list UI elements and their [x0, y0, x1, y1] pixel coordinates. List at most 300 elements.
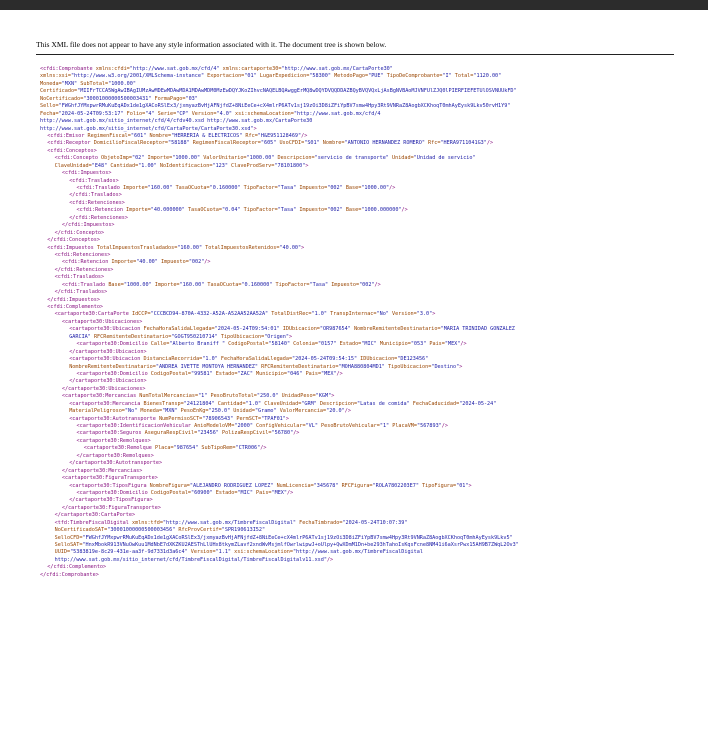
xml-attribute-name: Colonia= [293, 341, 318, 348]
xml-attribute-value: "40.000000" [150, 207, 188, 214]
xml-attribute-name: RFCRemitenteDestinatario= [261, 363, 339, 370]
xml-line [40, 497, 680, 504]
xml-attribute-name: Descripcion= [319, 400, 358, 407]
xml-attribute-value: "MXN" [162, 408, 181, 415]
xml-line [40, 527, 680, 534]
xml-tag: > [285, 415, 289, 422]
xml-tag: <cfdi:Traslado [76, 185, 123, 191]
xml-line [40, 126, 680, 133]
xml-attribute-name: PlacaVM= [392, 423, 417, 429]
xml-attribute-value: "CP" [176, 110, 192, 117]
xml-attribute-value: "4.0" [216, 110, 236, 117]
xml-line [40, 378, 680, 385]
xml-attribute-value: "MXN" [61, 80, 81, 87]
xml-attribute-value: "http://www.sat.gob.mx/cfd/4 [293, 110, 381, 117]
xml-attribute-value: "160.00" [147, 185, 176, 191]
xml-line [40, 178, 680, 185]
xml-attribute-name: NumTotalMercancias= [139, 393, 199, 400]
xml-line [40, 319, 680, 326]
xml-tag: > [432, 311, 436, 318]
xml-line [40, 140, 680, 147]
xml-line [40, 111, 680, 118]
xml-attribute-name: NumPermisoSCT= [158, 415, 203, 422]
xml-tag: <cfdi:Retenciones> [54, 251, 111, 258]
xml-attribute-value: "1000.00" [361, 185, 390, 191]
xml-attribute-name: TipoDeComprobante= [386, 73, 443, 80]
xml-line [40, 148, 680, 155]
xml-line [40, 311, 680, 318]
xml-line [40, 207, 680, 214]
xml-attribute-value: "PUE" [368, 73, 387, 80]
xml-line [40, 289, 680, 296]
xml-attribute-value: "250.0" [208, 408, 234, 415]
xml-attribute-name: ClaveUnidad= [54, 162, 92, 169]
xml-attribute-value: "http://www.sat.gob.mx/cfd/4" [129, 66, 223, 72]
xml-attribute-value: "Unidad de servicio" [413, 155, 476, 162]
xml-line [40, 490, 680, 497]
xml-tag: > [459, 363, 463, 370]
xml-tag: <cartaporte30:Domicilio [76, 341, 151, 348]
xml-attribute-value: "2000" [234, 423, 257, 429]
xml-style-notice: This XML file does not appear to have any style information associated with it. The document tree is shown below. [36, 40, 387, 49]
xml-tag: <tfd:TimbreFiscalDigital [54, 519, 132, 526]
xml-line [40, 460, 680, 467]
xml-attribute-name: Importe= [111, 259, 137, 266]
notice-divider [36, 54, 674, 55]
xml-attribute-name: FechaCaducidad= [412, 400, 460, 407]
xml-tag: <cartaporte30:TiposFigura [69, 482, 150, 489]
xml-attribute-name: FormaPago= [154, 95, 186, 102]
xml-attribute-value: "1000.00" [123, 281, 155, 288]
xml-attribute-name: CodigoPostal= [228, 341, 269, 348]
xml-attribute-name: ConfigVehicular= [256, 423, 306, 429]
xml-attribute-value: "FWGhfJYMxpwrRMuKuEqADx1de1gXACoRSlEx3/jxmyazBvHjAFNjfdZ+8NiEeCe+cX4mlrP6ATv1sj19zOi3D8iZFiYpBV7smw4Hpy3Rt9VNRaZ8AogbXCKhoqT0mhAyEysk9Lkv50rvH1Y9" [58, 103, 511, 110]
xml-tag: </cfdi:Complemento> [47, 564, 107, 571]
xml-line [40, 572, 680, 579]
xml-tag: </cfdi:Retenciones> [54, 266, 114, 273]
xml-attribute-name: TipoUbicacion= [388, 363, 432, 370]
xml-attribute-name: Moneda= [40, 80, 62, 87]
xml-attribute-name: NumLicencia= [276, 482, 314, 489]
xml-tag: </cartaporte30:Ubicacion> [69, 348, 147, 355]
xml-attribute-name: Estado= [215, 370, 238, 377]
xml-attribute-value: "250.0" [256, 393, 282, 400]
xml-tag: <cartaporte30:Ubicacion [69, 356, 144, 363]
xml-attribute-name: Moneda= [140, 408, 163, 415]
xml-attribute-value: "KGM" [315, 393, 332, 400]
xml-attribute-value: "78101800" [274, 162, 306, 169]
xml-tag: </cartaporte30:Autotransporte> [69, 460, 163, 467]
xml-attribute-value: "01" [244, 73, 260, 80]
xml-line [40, 408, 680, 415]
xml-attribute-value: "FWGhfJYMxpwrRMuKuEqADx1de1gXACoRSlEx3/jxmyazBvHjAFNjfdZ+8NiEeCe+cX4mlrP6ATv1sj19zOi3D8iZFiYpBV7smw4Hpy3Rt9VNRaZ8AogbXCKhoqT0mhAyEysk9Lkv5" [82, 534, 513, 541]
xml-line [40, 364, 680, 371]
xml-tag: <cfdi:Impuestos [47, 244, 97, 251]
xml-attribute-name: Sello= [40, 103, 59, 110]
xml-line [40, 200, 680, 207]
xml-attribute-name: Serie= [157, 110, 177, 117]
xml-attribute-name: xmlns:cartaporte30= [222, 66, 282, 72]
xml-attribute-name: Exportacion= [207, 73, 245, 80]
xml-tag: > [468, 482, 472, 489]
xml-attribute-value: "ANTONIO HERNANDEZ ROMERO" [344, 140, 429, 147]
xml-tag: /> [389, 185, 396, 191]
xml-tag: </cfdi:Traslados> [54, 289, 108, 296]
xml-attribute-name: SubTipoRem= [201, 445, 236, 452]
xml-attribute-value: "DE123456" [397, 356, 429, 363]
xml-attribute-name: PesoBrutoTotal= [210, 393, 257, 400]
xml-tag: <cfdi:Conceptos> [47, 147, 97, 154]
xml-attribute-value: "Destino" [431, 363, 460, 370]
xml-tag: <cfdi:Retencion [76, 207, 127, 214]
xml-attribute-value: "0.160000" [209, 185, 244, 191]
xml-tag: /> [260, 445, 267, 452]
xml-tag: /> [287, 489, 294, 496]
xml-attribute-value: "002" [359, 281, 375, 288]
xml-line [40, 512, 680, 519]
xml-attribute-value: "567893" [417, 423, 442, 429]
xml-attribute-value: "Tasa" [309, 281, 332, 288]
xml-attribute-name: TasaOCuota= [175, 185, 210, 191]
xml-tag: </cfdi:Impuestos> [61, 222, 115, 229]
xml-tag: /> [374, 281, 381, 288]
xml-attribute-value: "2024-05-24T09:54:15" [292, 356, 361, 363]
xml-attribute-value: "0.160000" [241, 281, 276, 288]
xml-attribute-value: "1000.00" [108, 80, 136, 87]
xml-attribute-value: "0.04" [221, 207, 244, 214]
xml-attribute-name: PermSCT= [236, 415, 262, 422]
xml-attribute-name: TipoFactor= [275, 281, 310, 288]
xml-tag: </cfdi:Retenciones> [69, 214, 128, 221]
xml-attribute-name: LugarExpedicion= [259, 73, 310, 80]
xml-tag: <cfdi:Retenciones> [69, 199, 125, 206]
xml-attribute-value: "2024-05-24T09:54:01" [214, 326, 283, 333]
xml-attribute-name: SelloCFD= [54, 534, 83, 541]
xml-attribute-value: "58140" [268, 341, 294, 348]
xml-attribute-value: "23456" [197, 430, 222, 437]
xml-attribute-value: "78906543" [202, 415, 237, 422]
xml-attribute-name: Nombre= [322, 140, 345, 147]
xml-attribute-name: Rfc= [245, 132, 258, 139]
xml-line [40, 81, 680, 88]
xml-attribute-value: "S01" [304, 140, 323, 147]
xml-attribute-value: "2024-05-24" [459, 400, 497, 407]
xml-line [40, 468, 680, 475]
xml-attribute-value: "No" [376, 311, 392, 318]
xml-attribute-value: "OR987654" [319, 326, 354, 333]
xml-line [40, 245, 680, 252]
xml-line [40, 163, 680, 170]
xml-attribute-name: MetodoPago= [334, 73, 369, 80]
xml-tag: /> [401, 207, 408, 214]
xml-attribute-name: Pais= [305, 370, 322, 377]
xml-tag: <cartaporte30:Ubicacion [69, 326, 144, 333]
xml-tag: /> [336, 370, 343, 377]
xml-attribute-value: "1000.000000" [361, 207, 402, 214]
xml-attribute-value: http://www.sat.gob.mx/sitio_internet/cfd/CartaPorte/CartaPorte30.xsd" [40, 125, 254, 132]
xml-attribute-name: Pais= [429, 341, 445, 348]
xml-line [40, 118, 680, 125]
xml-attribute-name: Certificado= [40, 88, 78, 95]
xml-attribute-name: UsoCFDI= [279, 140, 305, 147]
xml-attribute-value: "No" [124, 408, 141, 415]
xml-tag: <cartaporte30:Domicilio [76, 370, 151, 377]
xml-attribute-value: "160.00" [177, 244, 206, 251]
xml-attribute-name: Estado= [215, 489, 238, 496]
xml-attribute-name: Impuesto= [160, 259, 189, 266]
browser-top-bar [0, 0, 708, 10]
xml-attribute-name: TasaOCuota= [187, 207, 222, 214]
xml-attribute-name: Municipio= [256, 370, 287, 377]
xml-line [40, 520, 680, 527]
xml-attribute-name: Impuesto= [299, 207, 328, 214]
xml-attribute-name: FechaHoraSalidaLlegada= [143, 326, 215, 333]
xml-attribute-name: RfcProvCertif= [178, 527, 222, 534]
xml-line [40, 483, 680, 490]
xml-attribute-value: "002" [327, 207, 346, 214]
xml-attribute-value: "MIC" [361, 341, 380, 348]
xml-attribute-name: ObjetoImp= [101, 155, 132, 162]
xml-attribute-name: Version= [391, 311, 417, 318]
xml-attribute-value: "1120.00" [473, 73, 502, 80]
xml-tag: </cartaporte30:Ubicaciones> [61, 385, 146, 392]
xml-attribute-name: Folio= [126, 110, 146, 117]
xml-tag: /> [441, 423, 448, 429]
xml-attribute-value: "160.00" [179, 281, 208, 288]
xml-attribute-name: Version= [190, 549, 216, 556]
xml-attribute-value: "ANDREA IVETTE MONTOYA HERNANDEZ" [155, 363, 262, 370]
xml-attribute-value: "1000.00" [246, 155, 278, 162]
xml-tag: <cfdi:Complemento> [47, 304, 104, 310]
xml-attribute-name: SelloSAT= [54, 542, 83, 548]
xml-line [40, 304, 680, 311]
xml-attribute-value: "MEX" [444, 341, 461, 348]
xml-attribute-value: "GOGT950210714" [171, 333, 221, 340]
xml-line [40, 505, 680, 512]
xml-attribute-name: Version= [191, 110, 217, 117]
xml-attribute-value: "4" [145, 110, 158, 117]
xml-attribute-value: "MIC" [237, 489, 257, 496]
xml-line [40, 222, 680, 229]
xml-attribute-name: Calle= [150, 341, 170, 348]
xml-attribute-name: Descripcion= [277, 155, 315, 162]
xml-tag: /> [326, 556, 334, 563]
xml-attribute-name: Municipio= [379, 341, 411, 348]
xml-line [40, 185, 680, 192]
xml-attribute-value: "56780" [271, 430, 294, 437]
xml-attribute-name: PesoEnKg= [180, 408, 209, 415]
xml-attribute-name: TipoUbicacion= [220, 333, 265, 340]
xml-tag: > [331, 393, 335, 400]
xml-tag: <cartaporte30:CartaPorte [54, 311, 132, 318]
xml-tag: <cartaporte30:IdentificacionVehicular [76, 423, 195, 429]
xml-attribute-value: "1" [198, 393, 211, 400]
xml-attribute-name: Rfc= [428, 140, 441, 147]
xml-attribute-value: "01" [456, 482, 469, 489]
xml-line [40, 423, 680, 430]
xml-line [40, 66, 680, 73]
xml-attribute-name: IdCCP= [131, 311, 151, 318]
xml-line [40, 192, 680, 199]
xml-attribute-value: "HERA9711041G3" [440, 140, 487, 147]
xml-attribute-name: DomicilioFiscalReceptor= [93, 140, 169, 147]
xml-line [40, 371, 680, 378]
xml-attribute-value: "Gramo" [254, 408, 280, 415]
xml-attribute-value: "60900" [191, 489, 216, 496]
xml-attribute-value: "GRM" [301, 400, 320, 407]
xml-tag: </cartaporte30:Mercancias> [61, 467, 143, 474]
xml-tag: <cartaporte30:Mercancias [61, 393, 140, 400]
xml-tag: /> [204, 259, 211, 266]
xml-attribute-name: NoCertificadoSAT= [54, 527, 108, 534]
xml-attribute-value: "605" [260, 140, 280, 147]
xml-attribute-name: TasaOCuota= [207, 281, 242, 288]
xml-attribute-name: TipoFigura= [422, 482, 457, 489]
xml-attribute-name: RFCRemitenteDestinatario= [93, 333, 172, 340]
xml-attribute-name: PesoBrutoVehicular= [321, 423, 380, 429]
xml-tag: <cartaporte30:Remolque [83, 445, 155, 452]
xml-attribute-name: Base= [108, 281, 124, 288]
xml-attribute-name: Importe= [126, 207, 151, 214]
xml-attribute-name: xmlns:tfd= [131, 519, 163, 526]
xml-attribute-name: xsi:schemaLocation= [235, 110, 294, 117]
xml-attribute-name: NoCertificado= [40, 95, 84, 102]
xml-attribute-value: "30001000000500003456" [107, 527, 179, 534]
xml-attribute-name: IDUbicacion= [282, 326, 320, 333]
xml-tag: > [301, 244, 305, 251]
xml-tag: <cfdi:Impuestos> [61, 170, 112, 177]
xml-attribute-name: AseguraRespCivil= [144, 430, 198, 437]
xml-attribute-value: "046" [286, 370, 306, 377]
xml-line [40, 230, 680, 237]
xml-tag: <cfdi:Receptor [47, 140, 94, 147]
xml-attribute-name: TotalImpuestosTrasladados= [96, 244, 178, 251]
xml-attribute-value: "3.0" [416, 311, 433, 318]
xml-attribute-name: UnidadPeso= [281, 393, 316, 400]
xml-tag: </cartaporte30:CartaPorte> [54, 512, 136, 519]
xml-line [40, 267, 680, 274]
xml-line [40, 341, 680, 348]
xml-attribute-name: TranspInternac= [330, 311, 377, 318]
xml-attribute-value: "40.00" [279, 244, 302, 251]
xml-tag: <cartaporte30:Domicilio [76, 489, 151, 496]
xml-attribute-name: BienesTransp= [143, 400, 184, 407]
xml-attribute-name: ClaveUnidad= [264, 400, 302, 407]
xml-tag: </cfdi:Conceptos> [47, 237, 100, 244]
xml-attribute-value: "CCCBCD94-870A-4332-A52A-A52AA52AA52A" [150, 311, 272, 318]
xml-tag: /> [460, 341, 467, 348]
xml-line [40, 170, 680, 177]
xml-line [40, 349, 680, 356]
xml-attribute-name: PolizaRespCivil= [221, 430, 272, 437]
xml-attribute-value: "ALEJANDRO RODRIGUEZ LOPEZ" [189, 482, 277, 489]
xml-line [40, 393, 680, 400]
xml-line [40, 416, 680, 423]
xml-tag: /> [293, 430, 300, 437]
xml-tag: > [288, 333, 293, 340]
xml-attribute-value: GARCIA" [69, 333, 94, 340]
xml-attribute-name: NombreRemitenteDestinatario= [69, 363, 156, 370]
xml-attribute-value: "1.00" [138, 162, 160, 169]
xml-attribute-value: "HnxMbokR913VNuOwKuu1MdNbE7dXKZKU2AESThLlUHx8tkymZLavf2xndWvMsjmlfOwrlwipwJ+oUlpy+QwXDmM1Dn+be293hTahoIsKqsFcne8NM41i6aXsrPwx15AH9B7ZWqL2Ov3" [82, 542, 519, 548]
xml-attribute-value: "58300" [309, 73, 335, 80]
xml-attribute-name: xmlns:cfdi= [95, 66, 130, 72]
xml-attribute-name: Cantidad= [217, 400, 246, 407]
xml-attribute-value: "601" [130, 132, 150, 139]
xml-line [40, 103, 680, 110]
xml-attribute-name: RegimenFiscal= [87, 132, 131, 139]
xml-attribute-value: http://www.sat.gob.mx/sitio_internet/cfd/TimbreFiscalDigital/TimbreFiscalDigitalv11.xsd" [54, 556, 327, 563]
xml-attribute-value: "345678" [313, 482, 342, 489]
xml-attribute-name: NombreRemitenteDestinatario= [353, 326, 441, 333]
xml-attribute-value: "MEX" [271, 489, 287, 496]
xml-attribute-value: "VL" [305, 423, 322, 429]
xml-line [40, 401, 680, 408]
xml-tag: <cartaporte30:Autotransporte [69, 415, 159, 422]
xml-attribute-name: Impuesto= [299, 185, 328, 191]
xml-attribute-name: AnioModeloVM= [194, 423, 235, 429]
xml-line [40, 557, 680, 564]
xml-attribute-value: "http://www.sat.gob.mx/CartaPorte30" [281, 66, 393, 72]
xml-attribute-value: "MIIFrTCCA5WgAwIBAgIUMzAwMDEwMDAwMDA1MDAwMDM0MzEwDQYJKoZIhvcNAQELBQAwggErMQ8wDQYDVQQDDAZBQyBVQVQxLjAsBgNVBAoMJVNFUlZJQ0lPIERFIEFETUlOSVNUUkFD" [77, 88, 517, 95]
xml-attribute-value: "CTR006" [235, 445, 261, 452]
xml-attribute-name: RegimenFiscalReceptor= [192, 140, 261, 147]
xml-tag: <cfdi:Traslado [61, 281, 109, 288]
xml-attribute-name: xsi:schemaLocation= [234, 549, 293, 556]
xml-attribute-value: "20.0" [326, 408, 345, 415]
xml-attribute-value: "40.00" [136, 259, 161, 266]
xml-attribute-value: "1.0" [202, 356, 221, 363]
xml-attribute-name: Estado= [339, 341, 362, 348]
xml-line [40, 334, 680, 341]
xml-line [40, 445, 680, 452]
xml-line [40, 549, 680, 556]
xml-attribute-value: "03" [185, 95, 198, 102]
xml-attribute-value: "ZAC" [237, 370, 257, 377]
xml-attribute-value: "99581" [191, 370, 216, 377]
xml-attribute-name: Pais= [256, 489, 272, 496]
xml-tag: <cfdi:Emisor [47, 132, 88, 139]
xml-attribute-value: "MOHA880804MD1" [338, 363, 388, 370]
xml-tag: </cartaporte30:Ubicacion> [69, 378, 147, 385]
xml-attribute-name: Base= [345, 207, 362, 214]
xml-attribute-value: http://www.sat.gob.mx/sitio_internet/cfd/4/cfdv40.xsd http://www.sat.gob.mx/CartaPorte30 [40, 118, 313, 125]
xml-attribute-name: MaterialPeligroso= [69, 408, 125, 415]
xml-tag: <cartaporte30:Seguros [76, 430, 145, 437]
xml-attribute-name: Total= [454, 73, 474, 80]
xml-tag: <cfdi:Retencion [61, 259, 112, 266]
xml-attribute-value: "http://www.sat.gob.mx/TimbreFiscalDigital" [162, 519, 300, 526]
xml-attribute-value: "H&E951128469" [257, 132, 302, 139]
xml-attribute-value: "MARIA TRINIDAD GONZALEZ [440, 326, 515, 333]
xml-attribute-value: "1.1" [215, 549, 235, 556]
xml-attribute-value: "I" [442, 73, 455, 80]
xml-attribute-value: "1.0" [245, 400, 265, 407]
xml-attribute-value: "1.0" [311, 311, 331, 318]
xml-attribute-value: "ROLA7802203E7" [372, 482, 423, 489]
xml-attribute-name: FechaHoraSalidaLlegada= [220, 356, 293, 363]
xml-attribute-name: ClaveProdServ= [231, 162, 275, 169]
xml-tag: </cfdi:Impuestos> [47, 296, 100, 303]
xml-attribute-value: "Tasa" [277, 185, 300, 191]
xml-line [40, 282, 680, 289]
xml-attribute-name: SubTotal= [80, 80, 109, 87]
xml-line [40, 133, 680, 140]
xml-attribute-value: "Tasa" [277, 207, 300, 214]
xml-tag: <cartaporte30:Remolques> [76, 437, 151, 444]
xml-line [40, 237, 680, 244]
xml-line [40, 274, 680, 281]
